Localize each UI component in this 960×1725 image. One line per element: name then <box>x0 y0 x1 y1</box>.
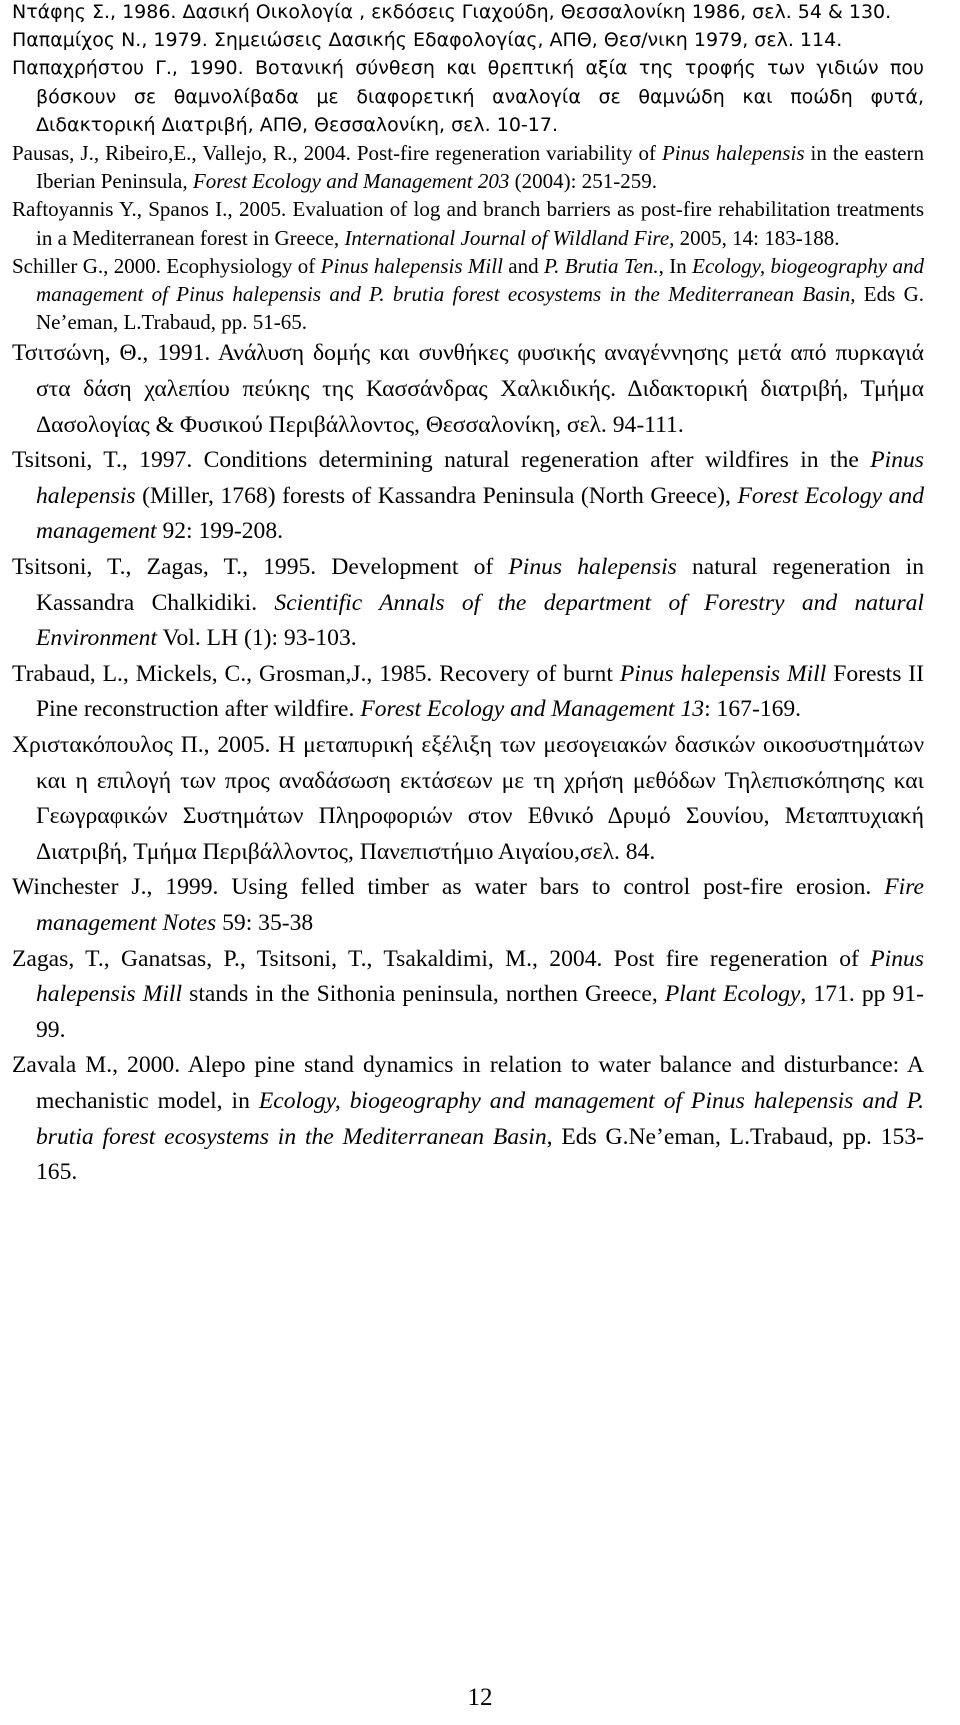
reference-text: 2005, 14: 183-188. <box>674 225 840 250</box>
reference-text: Zavala M., 2000. Alepo pine stand dynamics in relation to water balance and disturbance: A mechanistic model, in <box>12 1052 924 1114</box>
reference-text: natural regeneration in Kassandra Chalkidiki. <box>36 554 924 616</box>
reference-text: Tsitsoni, T., Zagas, T., 1995. Development of <box>12 554 509 580</box>
reference-text: and <box>502 253 545 278</box>
reference-entry <box>12 139 924 195</box>
reference-text: , In <box>658 253 693 278</box>
reference-text: Χριστακόπουλος Π., 2005. Η μεταπυρική εξέλιξη των μεσογειακών δασικών οικοσυστημάτων και η επιλογή των προς αναδάσωση εκτάσεων με τη χρήση μεθόδων Τηλεπισκόπησης και Γεωγραφικών Συστημάτων Πληροφοριών στον Εθνικό Δρυμό Σουνίου, Μεταπτυχιακή Διατριβή, Τμήμα Περιβάλλοντος, Πανεπιστήμιο Αιγαίου,σελ. 84. <box>12 731 924 865</box>
reference-text: Pausas, J., Ribeiro,E., Vallejo, R., 2004. Post-fire regeneration variability of <box>12 141 662 166</box>
reference-text: Raftoyannis Y., Spanos I., 2005. Evaluation of log and branch barriers as post-fire rehabilitation treatments in a Mediterranean forest in Greece, <box>12 197 924 250</box>
reference-italic-text: Pinus halepensis Mill <box>320 253 503 278</box>
reference-text: Eds G. Ne’eman, L.Trabaud, pp. 51-65. <box>36 282 924 335</box>
page-number: 12 <box>467 1684 493 1711</box>
reference-italic-text: Plant Ecology <box>664 981 801 1008</box>
reference-entry <box>12 0 924 26</box>
reference-text: (2004): 251-259. <box>509 169 657 194</box>
reference-text: , 171. pp 91-99. <box>36 981 925 1043</box>
reference-entry <box>12 1048 924 1190</box>
reference-list <box>12 0 924 1191</box>
reference-italic-text: Pinus halepensis <box>36 447 924 509</box>
reference-italic-text: Ecology, biogeography and management of Pinus halepensis and P. brutia forest ecosystems in the Mediterranean Basin, <box>36 253 924 307</box>
reference-italic-text: Forest Ecology and management <box>36 482 924 545</box>
reference-text: Τσιτσώνη, Θ., 1991. Ανάλυση δομής και συνθήκες φυσικής αναγέννησης μετά από πυρκαγιά στα δάση χαλεπίου πεύκης της Κασσάνδρας Χαλκιδικής. Διδακτορική διατριβή, Τμήμα Δασολογίας & Φυσικού Περιβάλλοντος, Θεσσαλονίκη, σελ. 94-111. <box>12 340 924 438</box>
reference-text: Forests II Pine reconstruction after wildfire. <box>36 660 924 723</box>
reference-text: Παπαμίχος Ν., 1979. Σημειώσεις Δασικής Εδαφολογίας, ΑΠΘ, Θεσ/νικη 1979, σελ. 114. <box>12 29 843 52</box>
reference-italic-text: International Journal of Wildland Fire, <box>344 225 675 250</box>
reference-entry <box>12 728 924 870</box>
reference-entry <box>12 26 924 54</box>
reference-italic-text: Forest Ecology and Management 203 <box>192 169 510 194</box>
reference-italic-text: Pinus halepensis Mill <box>619 660 827 687</box>
reference-italic-text: Fire management Notes <box>36 874 924 936</box>
reference-text: Παπαχρήστου Γ., 1990. Βοτανική σύνθεση και θρεπτική αξία της τροφής των γιδιών που βόσκουν σε θαμνολίβαδα με διαφορετική αναλογία σε θαμνώδη και ποώδη φυτά, Διδακτορική Διατριβή, ΑΠΘ, Θεσσαλονίκη, σελ. 10-17. <box>12 57 924 136</box>
reference-text: Vol. LH (1): 93-103. <box>157 625 357 652</box>
reference-text: in the eastern Iberian Peninsula, <box>36 141 924 194</box>
reference-entry <box>12 443 924 550</box>
reference-entry <box>12 195 924 251</box>
reference-italic-text: Forest Ecology and Management 13 <box>360 696 705 723</box>
reference-entry <box>12 54 924 139</box>
reference-text: Winchester J., 1999. Using felled timber as water bars to control post-fire erosion. <box>12 874 885 901</box>
reference-italic-text: Pinus halepensis Mill <box>36 945 924 1008</box>
reference-italic-text: P. Brutia Ten. <box>544 253 659 278</box>
reference-italic-text: Scientific Annals of the department of Forestry and natural Environment <box>36 589 924 652</box>
reference-entry <box>12 942 924 1049</box>
reference-text: : 167-169. <box>704 696 802 723</box>
reference-text: Tsitsoni, T., 1997. Conditions determining natural regeneration after wildfires in the <box>12 447 871 474</box>
reference-italic-text: Ecology, biogeography and management of Pinus halepensis and P. brutia forest ecosystems in the Mediterranean Basin <box>36 1087 924 1150</box>
reference-entry <box>12 550 924 657</box>
reference-entry <box>12 870 924 941</box>
reference-entry <box>12 336 924 443</box>
reference-text: Schiller G., 2000. Ecophysiology of <box>12 253 321 278</box>
reference-text: 59: 35-38 <box>216 909 314 936</box>
reference-italic-text: Pinus halepensis <box>661 141 805 166</box>
reference-text: Zagas, T., Ganatsas, P., Tsitsoni, T., Tsakaldimi, M., 2004. Post fire regeneration of <box>12 945 871 972</box>
reference-entry <box>12 657 924 728</box>
reference-text: 92: 199-208. <box>156 518 284 545</box>
reference-text: (Miller, 1768) forests of Kassandra Peninsula (North Greece), <box>135 482 738 509</box>
reference-text: Ντάφης Σ., 1986. Δασική Οικολογία , εκδόσεις Γιαχούδη, Θεσσαλονίκη 1986, σελ. 54 & 130. <box>12 1 892 23</box>
reference-text: , Eds G.Ne’eman, L.Trabaud, pp. 153-165. <box>36 1123 924 1186</box>
reference-text: Trabaud, L., Mickels, C., Grosman,J., 1985. Recovery of burnt <box>12 660 620 687</box>
reference-italic-text: Pinus halepensis <box>508 554 677 580</box>
reference-text: stands in the Sithonia peninsula, northen Greece, <box>182 981 665 1008</box>
reference-entry <box>12 252 924 337</box>
